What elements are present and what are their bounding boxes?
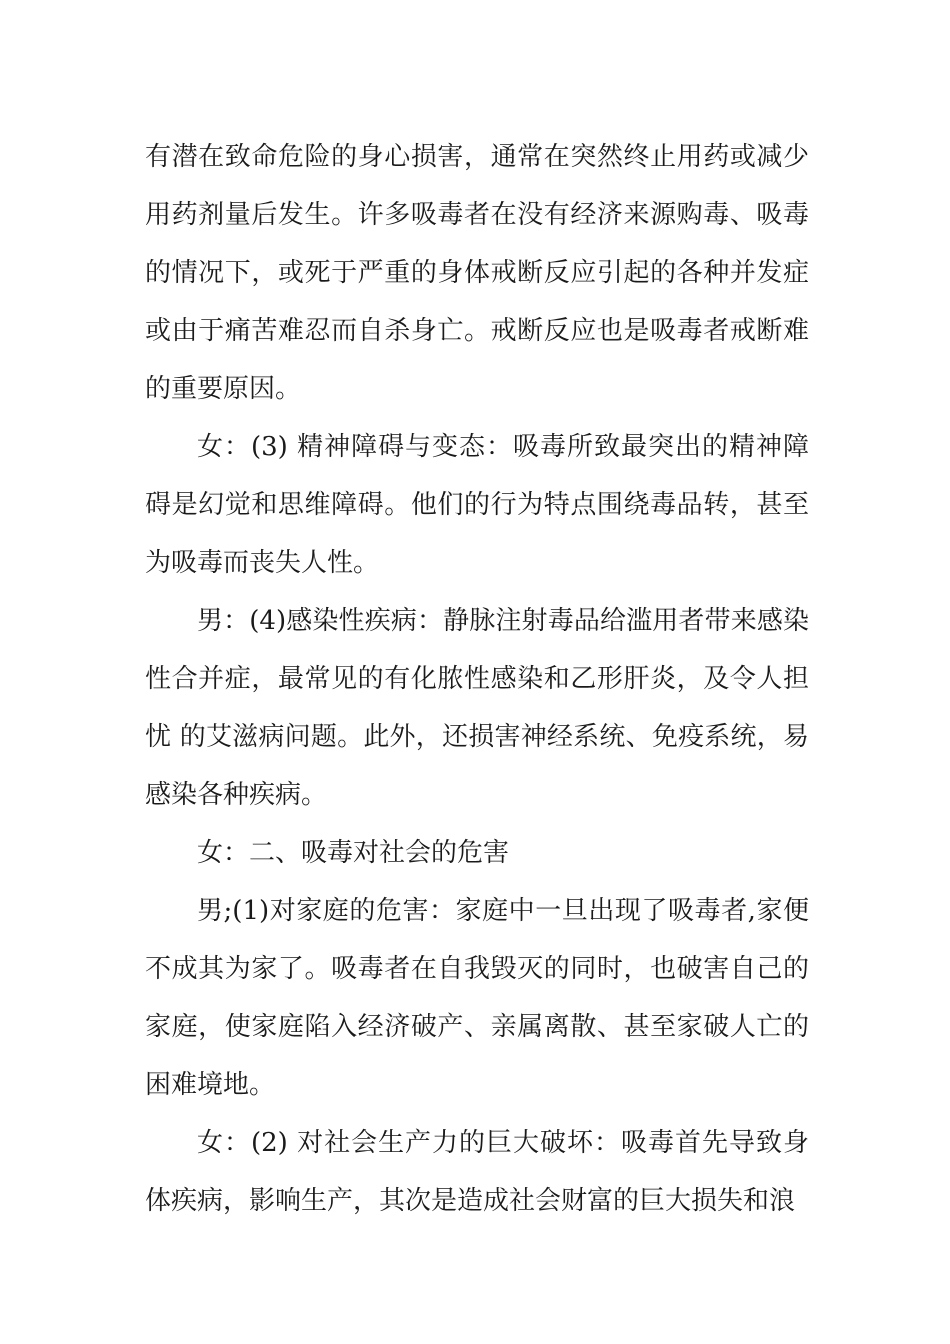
paragraph-family-harm: 男;(1)对家庭的危害：家庭中一旦出现了吸毒者,家便不成其为家了。吸毒者在自我毁灭的同时，也破害自己的家庭，使家庭陷入经济破产、亲属离散、甚至家破人亡的困难境地。	[145, 896, 809, 1100]
paragraph-continuation: 有潜在致命危险的身心损害，通常在突然终止用药或减少用药剂量后发生。许多吸毒者在没有经济来源购毒、吸毒的情况下，或死于严重的身体戒断反应引起的各种并发症或由于痛苦难忍而自杀身亡。戒断反应也是吸毒者戒断难的重要原因。	[145, 142, 809, 404]
document-body	[145, 128, 809, 1230]
section-heading-social-harm: 女：二、吸毒对社会的危害	[197, 838, 510, 868]
paragraph-mental-disorder: 女：(3) 精神障碍与变态：吸毒所致最突出的精神障碍是幻觉和思维障碍。他们的行为特点围绕毒品转，甚至为吸毒而丧失人性。	[145, 432, 809, 578]
paragraph-infectious-disease: 男：(4)感染性疾病：静脉注射毒品给滥用者带来感染性合并症，最常见的有化脓性感染和乙形肝炎，及令人担忧 的艾滋病问题。此外，还损害神经系统、免疫系统，易感染各种疾病。	[145, 606, 809, 810]
paragraph-productivity-harm: 女：(2) 对社会生产力的巨大破坏：吸毒首先导致身体疾病，影响生产，其次是造成社会财富的巨大损失和浪	[145, 1128, 809, 1216]
